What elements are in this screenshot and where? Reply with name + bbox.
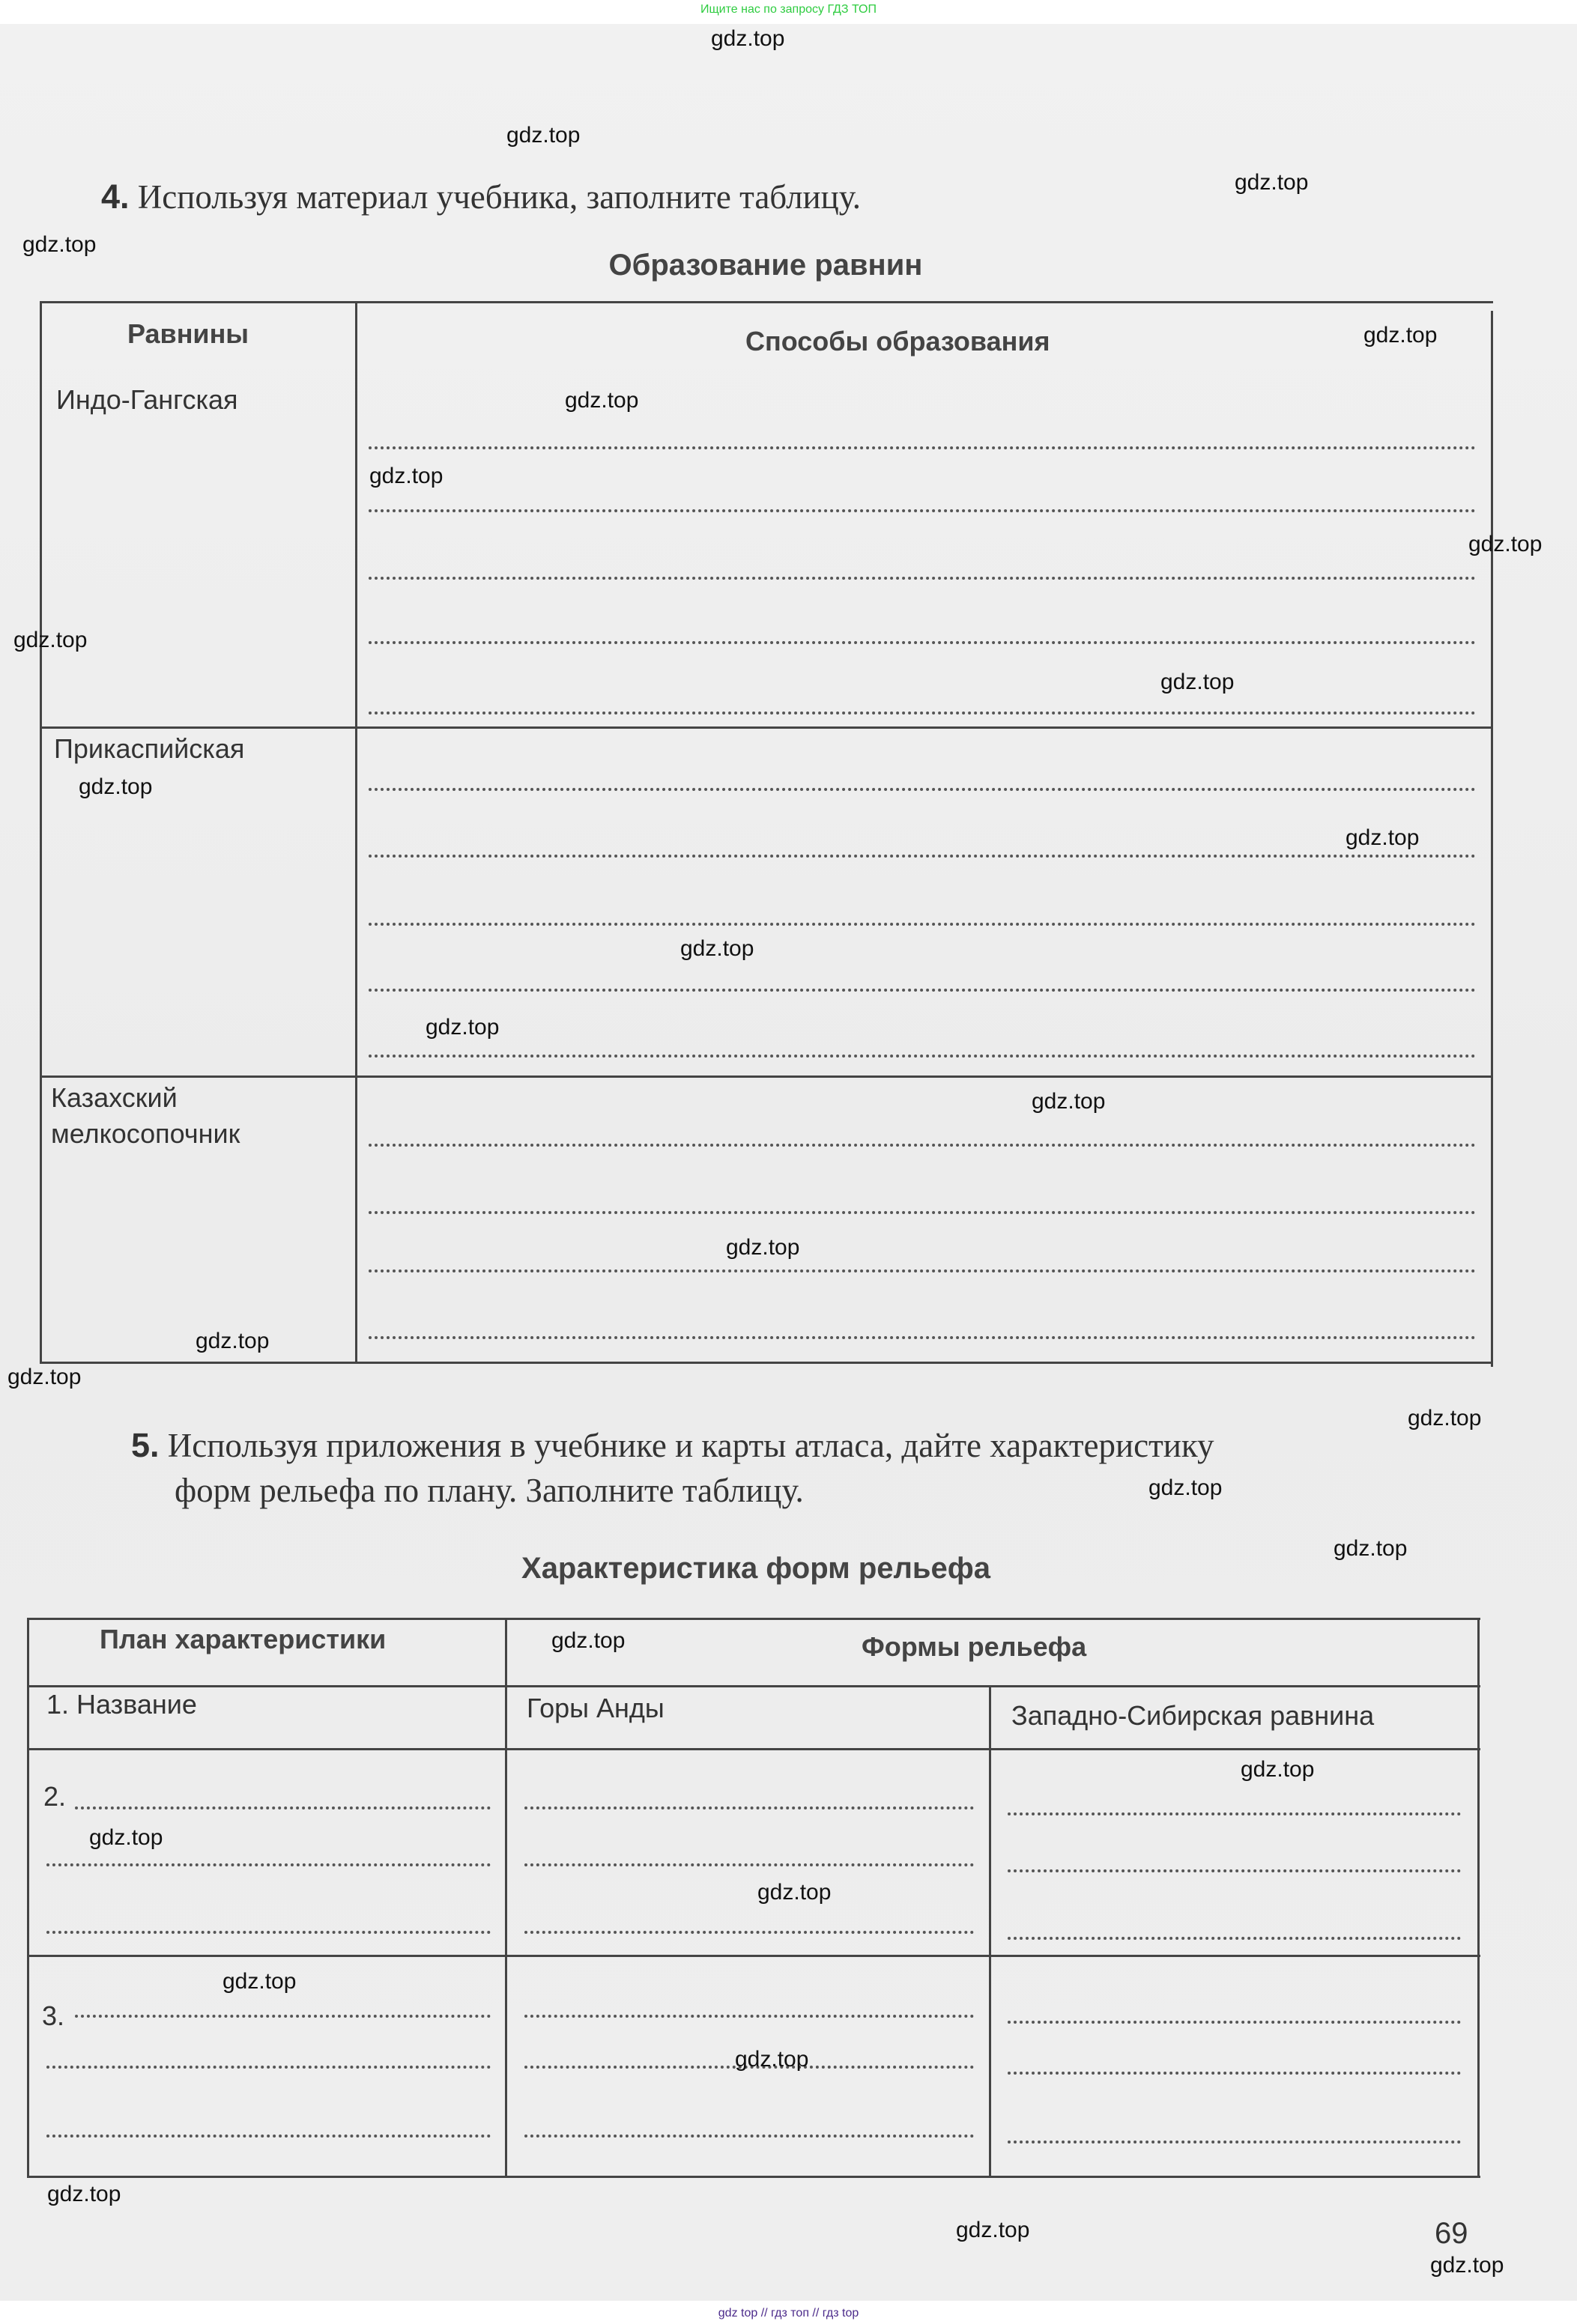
- plain-name: Индо-Гангская: [56, 384, 238, 415]
- watermark: gdz.top: [1430, 2253, 1504, 2278]
- watermark: gdz.top: [735, 2047, 809, 2072]
- answer-line[interactable]: [46, 1931, 491, 1934]
- task-5-heading-line2: форм рельефа по плану. Заполните таблицу.: [175, 1472, 804, 1509]
- answer-line[interactable]: [1008, 2072, 1461, 2075]
- answer-line[interactable]: [1008, 1812, 1461, 1815]
- watermark: gdz.top: [551, 1628, 626, 1653]
- task-text: Используя материал учебника, заполните таблицу.: [137, 178, 861, 216]
- watermark: gdz.top: [711, 26, 785, 51]
- watermark: gdz.top: [1148, 1475, 1223, 1500]
- answer-line[interactable]: [369, 712, 1476, 715]
- answer-line[interactable]: [46, 2066, 491, 2069]
- answer-line[interactable]: [369, 788, 1476, 791]
- watermark: gdz.top: [79, 774, 153, 799]
- answer-line[interactable]: [46, 2135, 491, 2138]
- answer-line[interactable]: [369, 1211, 1476, 1214]
- answer-line[interactable]: [46, 1863, 491, 1866]
- watermark: gdz.top: [369, 464, 444, 488]
- plan-item: 1. Название: [46, 1689, 197, 1720]
- answer-line[interactable]: [524, 2015, 974, 2018]
- watermark: gdz.top: [1235, 170, 1309, 195]
- answer-line[interactable]: [369, 923, 1476, 926]
- answer-line[interactable]: [369, 577, 1476, 580]
- column-header-landforms: Формы рельефа: [862, 1631, 1087, 1662]
- watermark: gdz.top: [1334, 1536, 1408, 1561]
- plain-name-line: мелкосопочник: [51, 1118, 240, 1149]
- answer-line[interactable]: [1008, 2021, 1461, 2024]
- answer-line[interactable]: [369, 641, 1476, 644]
- table-title: Образование равнин: [608, 249, 923, 282]
- watermark: gdz.top: [680, 936, 754, 961]
- watermark: gdz.top: [1408, 1406, 1482, 1430]
- table-title: Характеристика форм рельефа: [521, 1552, 990, 1585]
- answer-line[interactable]: [369, 509, 1476, 512]
- watermark: gdz.top: [565, 388, 639, 413]
- answer-line[interactable]: [369, 1336, 1476, 1339]
- watermark: gdz.top: [47, 2182, 121, 2206]
- landform-name: Горы Анды: [527, 1693, 665, 1723]
- task-5-heading: [131, 1423, 1214, 1468]
- workbook-page: [0, 24, 1577, 2301]
- landform-name: Западно-Сибирская равнина: [1011, 1700, 1375, 1731]
- column-header-plan: План характеристики: [100, 1624, 387, 1654]
- answer-line[interactable]: [524, 1806, 974, 1809]
- answer-line[interactable]: [1008, 1937, 1461, 1940]
- answer-line[interactable]: [369, 855, 1476, 858]
- task-text: Используя приложения в учебнике и карты атласа, дайте характеристику: [167, 1427, 1214, 1464]
- watermark: gdz.top: [89, 1825, 163, 1850]
- task-4-heading: [101, 175, 861, 219]
- column-header-plains: Равнины: [127, 318, 249, 349]
- page-number: 69: [1435, 2217, 1468, 2250]
- answer-line[interactable]: [524, 1863, 974, 1866]
- plain-name: Прикаспийская: [54, 733, 245, 764]
- site-banner[interactable]: Ищите нас по запросу ГДЗ ТОП: [700, 3, 877, 16]
- answer-line[interactable]: [75, 1806, 491, 1809]
- watermark: gdz.top: [1160, 670, 1235, 694]
- plain-name-line: Казахский: [51, 1082, 178, 1113]
- answer-line[interactable]: [369, 989, 1476, 992]
- plan-item: 2.: [43, 1781, 67, 1812]
- plain-name: [51, 1080, 240, 1152]
- answer-line[interactable]: [369, 1055, 1476, 1058]
- answer-line[interactable]: [369, 1269, 1476, 1272]
- answer-line[interactable]: [369, 1144, 1476, 1147]
- plan-item: 3.: [42, 2000, 65, 2031]
- answer-line[interactable]: [524, 1931, 974, 1934]
- watermark: gdz.top: [1346, 825, 1420, 850]
- watermark: gdz.top: [1032, 1089, 1106, 1114]
- task-number: 5.: [131, 1426, 160, 1464]
- watermark: gdz.top: [196, 1329, 270, 1353]
- watermark: gdz.top: [426, 1015, 500, 1040]
- column-header-methods: Способы образования: [745, 326, 1050, 357]
- site-footer[interactable]: gdz top // гдз топ // гдз top: [718, 2307, 859, 2320]
- watermark: gdz.top: [726, 1235, 800, 1260]
- watermark: gdz.top: [22, 232, 97, 257]
- watermark: gdz.top: [956, 2218, 1030, 2242]
- answer-line[interactable]: [369, 446, 1476, 449]
- watermark: gdz.top: [223, 1969, 297, 1994]
- task-number: 4.: [101, 178, 130, 216]
- watermark: gdz.top: [506, 123, 581, 148]
- watermark: gdz.top: [7, 1365, 82, 1389]
- answer-line[interactable]: [524, 2135, 974, 2138]
- watermark: gdz.top: [1241, 1757, 1315, 1782]
- watermark: gdz.top: [757, 1880, 832, 1905]
- watermark: gdz.top: [13, 628, 88, 652]
- watermark: gdz.top: [1468, 532, 1543, 556]
- answer-line[interactable]: [75, 2015, 491, 2018]
- answer-line[interactable]: [1008, 1869, 1461, 1872]
- answer-line[interactable]: [1008, 2141, 1461, 2144]
- watermark: gdz.top: [1363, 323, 1438, 348]
